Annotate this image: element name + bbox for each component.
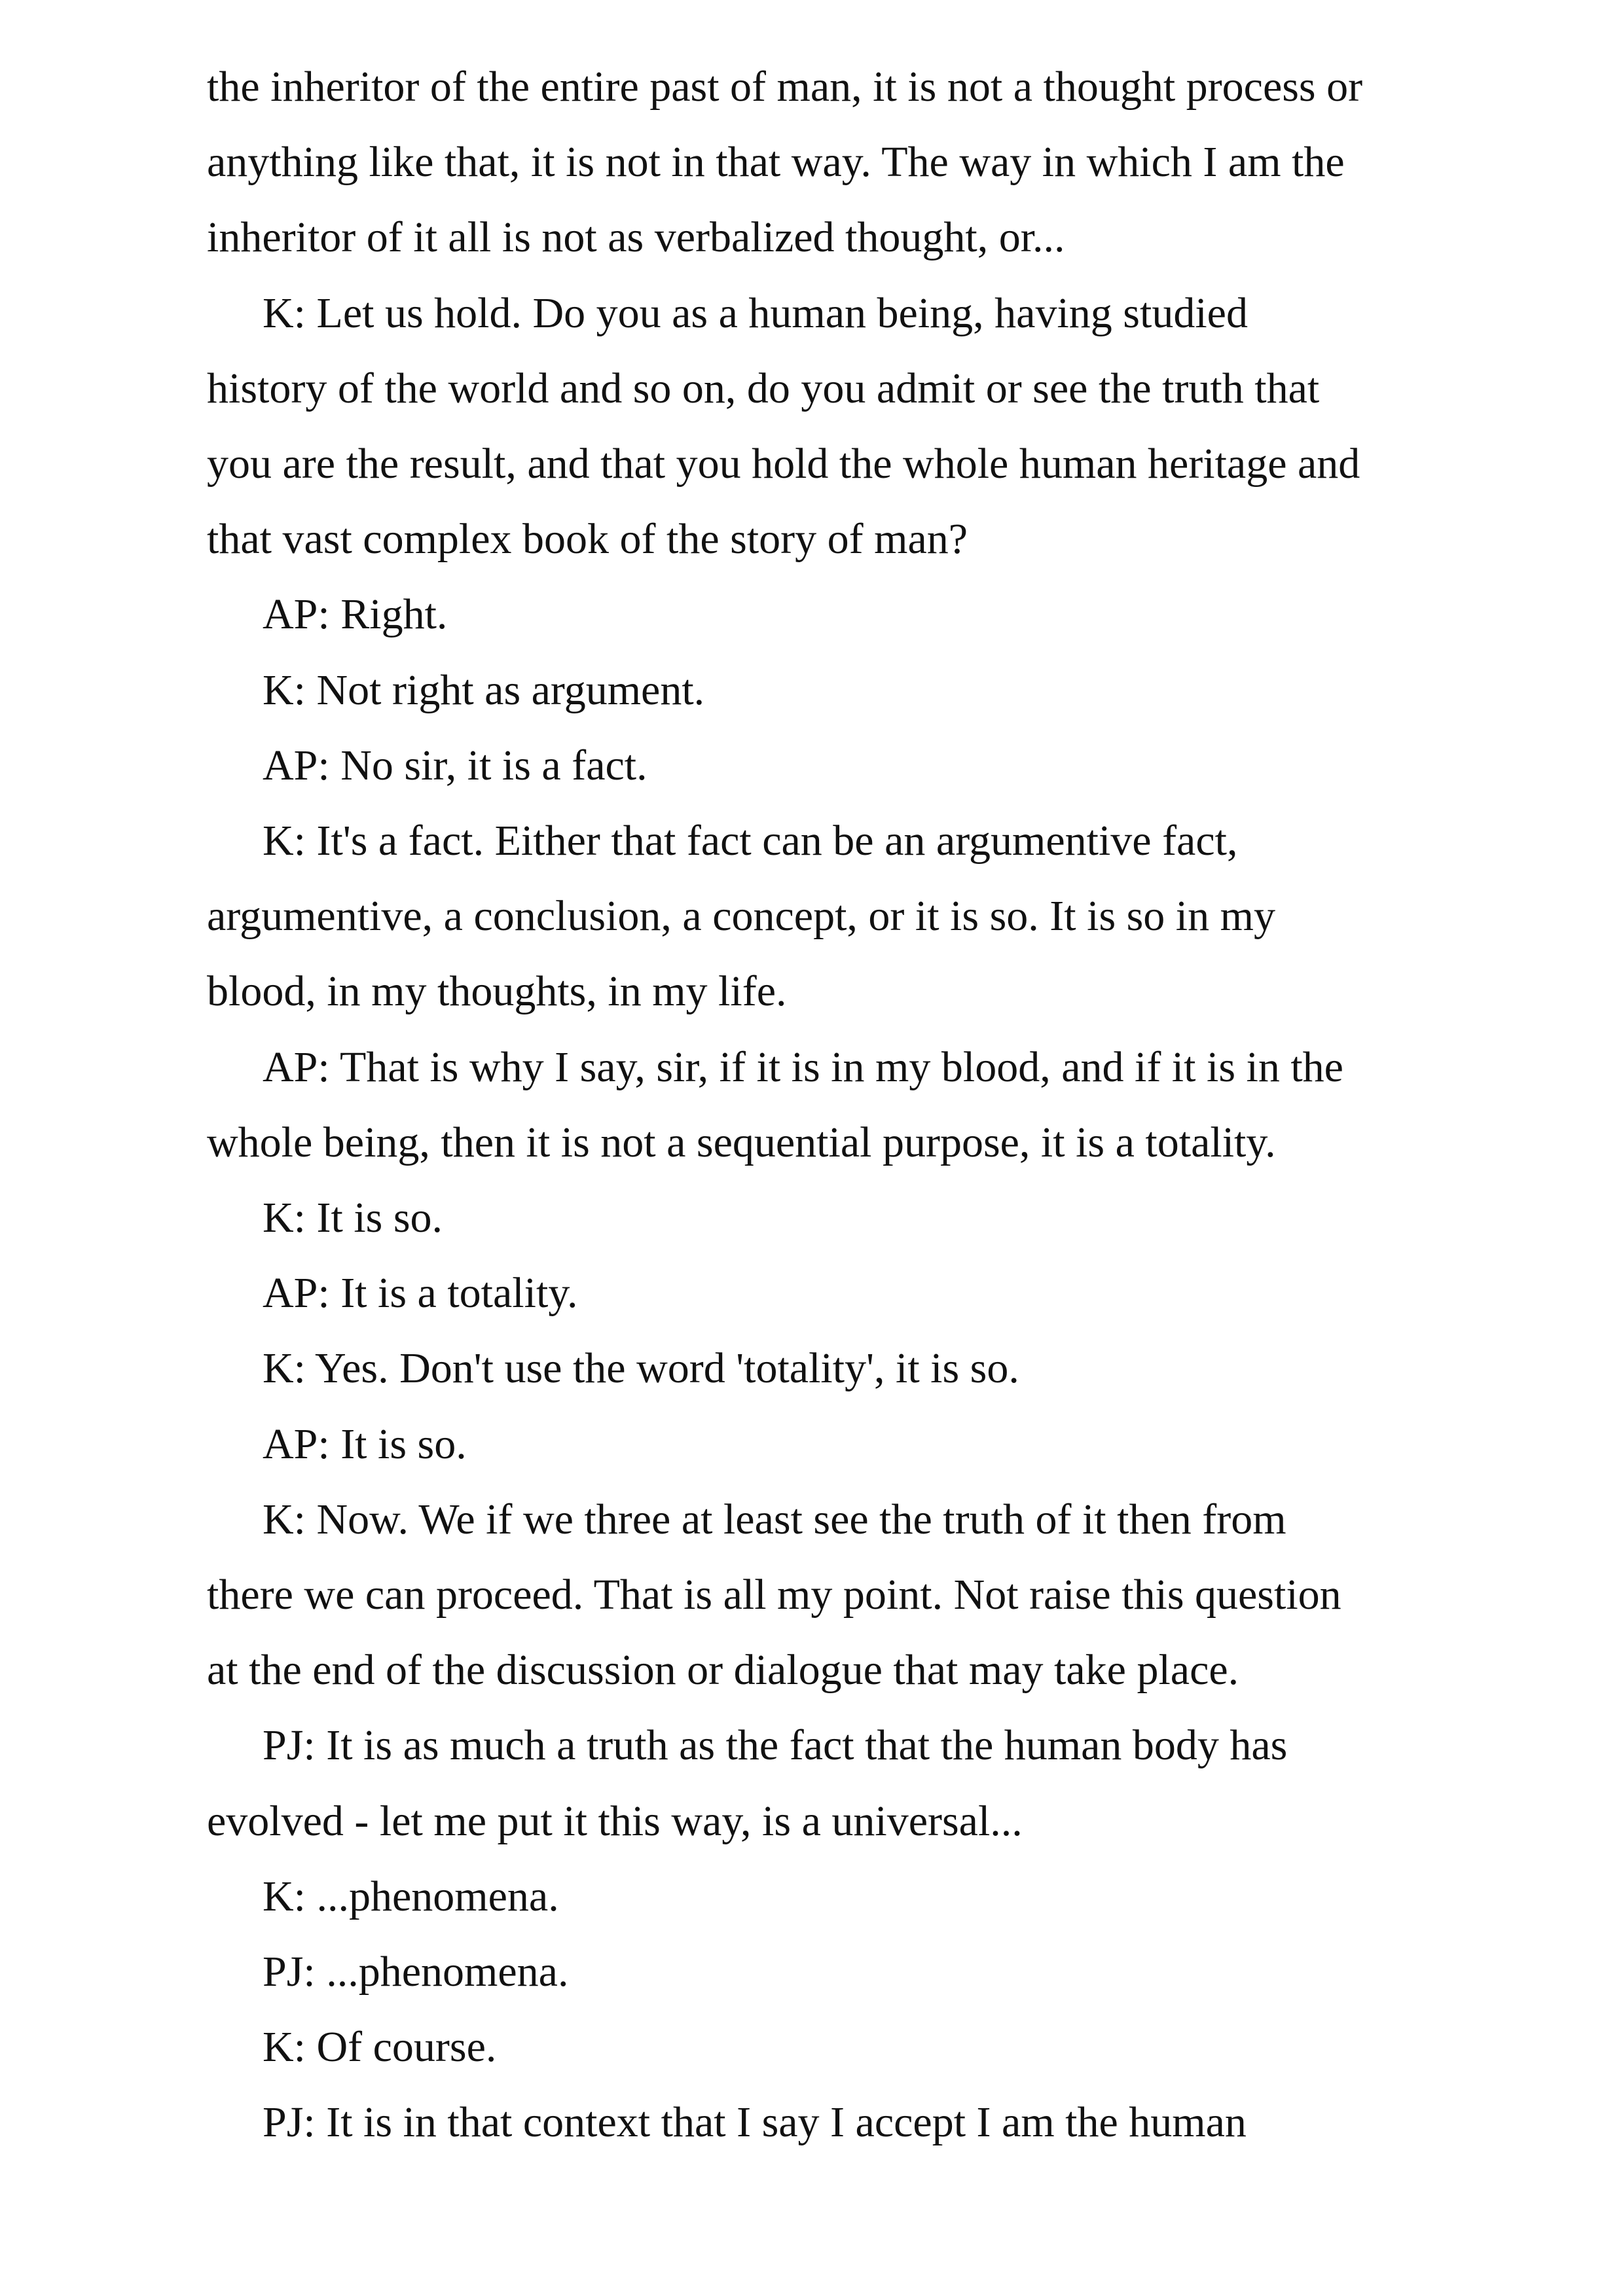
paragraph-k-its-a-fact [207,803,1451,1030]
paragraph-pj-as-much-a-truth [207,1708,1451,1858]
paragraph-k-let-us-hold [207,276,1451,577]
text-line: history of the world and so on, do you admit or see the truth that [207,364,1320,412]
text-line: blood, in my thoughts, in my life. [207,967,787,1016]
text-line: PJ: It is in that context that I say I accept I am the human [263,2098,1247,2147]
paragraph-k-it-is-so [207,1180,1451,1255]
text-line: K: ...phenomena. [263,1872,559,1920]
text-line: at the end of the discussion or dialogue that may take place. [207,1646,1239,1695]
paragraph-pj-phenomena [207,1934,1451,2009]
text-line: K: Of course. [263,2023,497,2072]
paragraph-ap-it-is-so [207,1407,1451,1482]
paragraph-k-now [207,1482,1451,1708]
text-line: there we can proceed. That is all my point. Not raise this question [207,1571,1341,1619]
text-line: K: Yes. Don't use the word 'totality', it is so. [263,1344,1019,1393]
text-line: AP: That is why I say, sir, if it is in my blood, and if it is in the [263,1043,1343,1091]
text-line: K: Not right as argument. [263,666,705,714]
text-line: K: It is so. [263,1194,443,1242]
text-line: AP: No sir, it is a fact. [263,741,647,789]
text-line: AP: It is a totality. [263,1269,578,1318]
text-line: you are the result, and that you hold the whole human heritage and [207,440,1360,488]
paragraph-k-of-course [207,2009,1451,2085]
text-line: inheritor of it all is not as verbalized thought, or... [207,213,1065,262]
text-line: the inheritor of the entire past of man, it is not a thought process or [207,63,1363,111]
text-line: whole being, then it is not a sequential purpose, it is a totality. [207,1118,1276,1166]
text-line: PJ: ...phenomena. [263,1948,569,1996]
paragraph-ap-that-is-why [207,1030,1451,1180]
text-line: that vast complex book of the story of man? [207,515,968,564]
text-line: PJ: It is as much a truth as the fact that the human body has [263,1721,1288,1770]
paragraph-k-yes [207,1331,1451,1406]
text-line: evolved - let me put it this way, is a universal... [207,1797,1023,1845]
text-line: K: Now. We if we three at least see the truth of it then from [263,1495,1286,1543]
paragraph-k-phenomena [207,1859,1451,1934]
text-line: anything like that, it is not in that way. The way in which I am the [207,138,1345,187]
paragraph-ap-right [207,577,1451,652]
paragraph-k-not-right [207,653,1451,728]
paragraph-continuation [207,49,1451,276]
text-line: K: Let us hold. Do you as a human being, having studied [263,289,1248,337]
document-page [207,49,1451,2161]
paragraph-ap-no-sir [207,728,1451,803]
text-line: AP: Right. [263,590,448,639]
text-line: AP: It is so. [263,1420,467,1468]
text-line: argumentive, a conclusion, a concept, or it is so. It is so in my [207,892,1275,941]
text-line: K: It's a fact. Either that fact can be an argumentive fact, [263,817,1238,865]
paragraph-pj-in-that-context [207,2085,1451,2160]
paragraph-ap-totality [207,1255,1451,1331]
